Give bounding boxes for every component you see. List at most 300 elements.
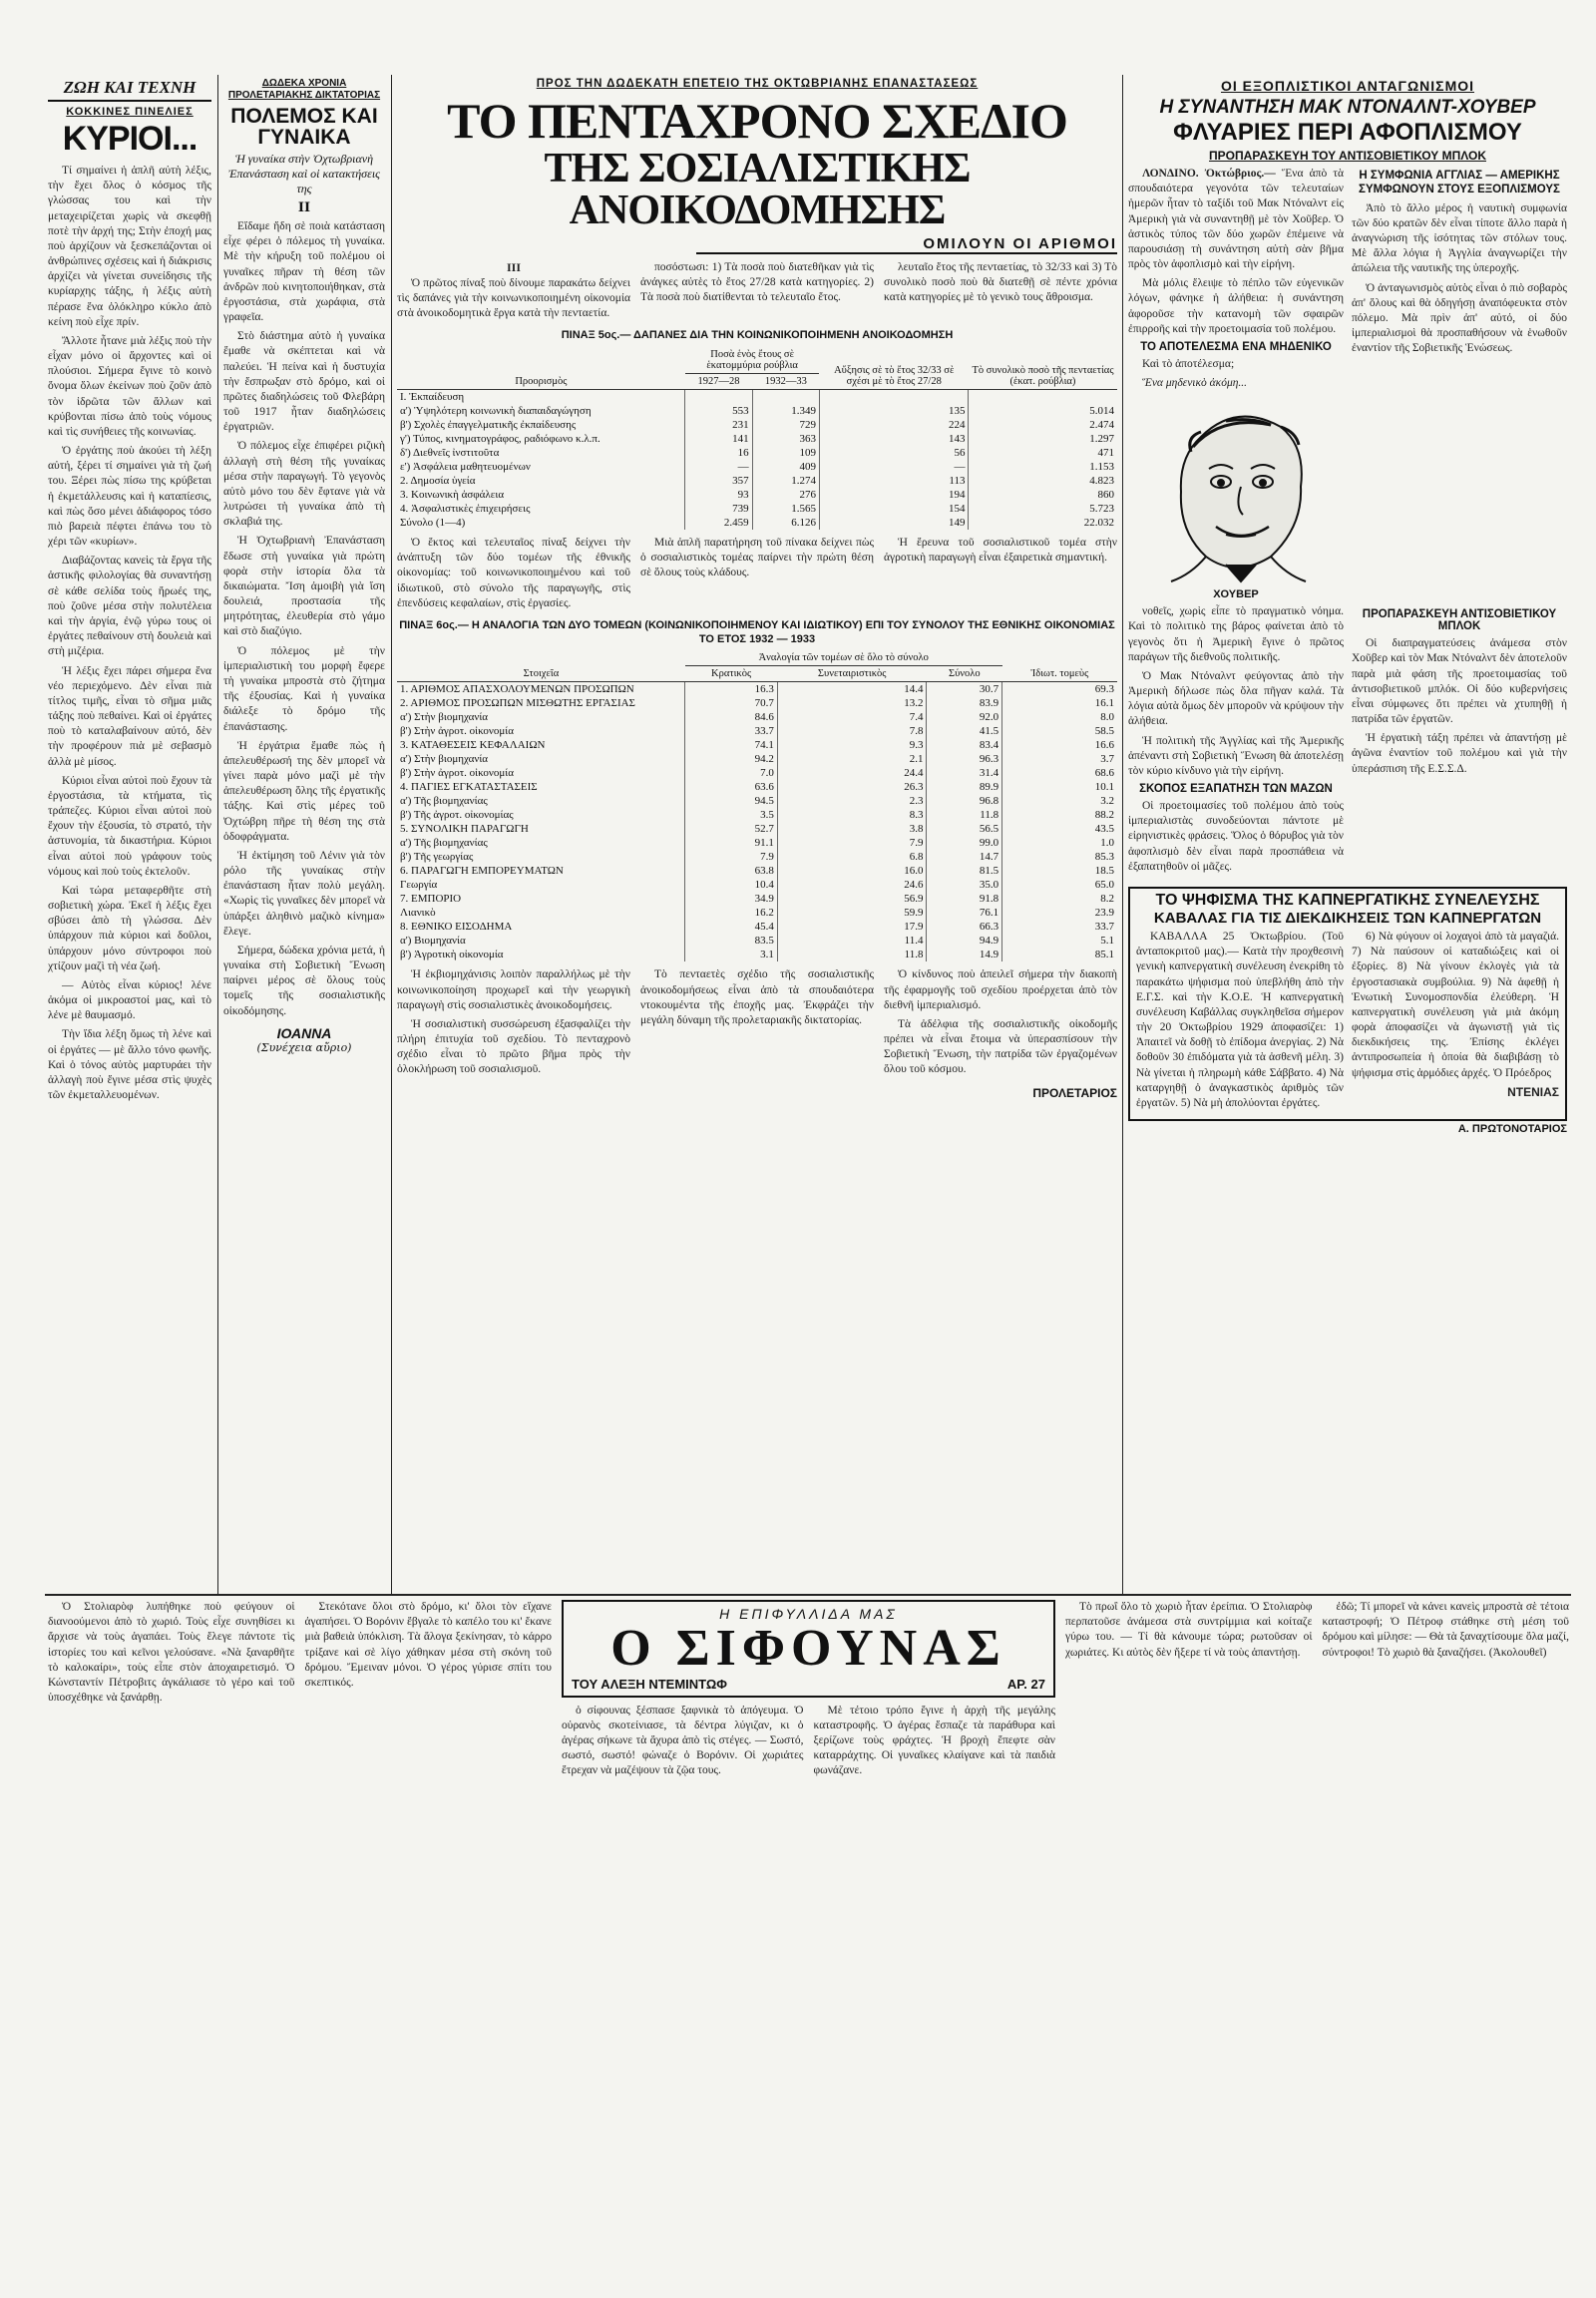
feuilleton-number: ΑΡ. 27 [1006, 1676, 1045, 1692]
feuilleton-col [814, 1704, 1056, 1783]
row-label: Σύνολο (1—4) [400, 517, 466, 530]
row-label: 3. ΚΑΤΑΘΕΣΕΙΣ ΚΕΦΑΛΑΙΩΝ [400, 739, 546, 752]
paragraph: Οἱ διαπραγματεύσεις ἀνάμεσα στὸν Χοῦβερ καὶ τὸν Μακ Ντόναλντ δὲν ἀποτελοῦν παρὰ μιὰ φάση τῆς προετοιμασίας τοῦ ἀντισοβιετικοῦ μπλόκ. Οἱ δύο κυβερνήσεις εἶναι σύμφωνες ὅτι πρέπει νὰ χτυπηθῇ ἡ πατρίδα τῶν ἐργατῶν. [1352, 637, 1567, 726]
table-cell: 31.4 [927, 766, 1002, 780]
table-row [397, 404, 1117, 418]
table-cell: 7.0 [685, 766, 778, 780]
feuilleton-byline [572, 1677, 1045, 1692]
table-cell: 113 [819, 474, 969, 488]
signature: ΙΟΑΝΝΑ [276, 1024, 332, 1041]
text-col [640, 536, 874, 615]
row-label: 4. Ἀσφαλιστικὲς ἐπιχειρήσεις [400, 503, 531, 516]
disarmament-article [1128, 78, 1567, 1589]
text-block [1128, 167, 1344, 337]
table-cell: 3.1 [685, 948, 778, 961]
table-cell: 16.1 [1002, 696, 1117, 710]
paragraph: Ὁ ἐργάτης ποὺ ἀκούει τὴ λέξη αὐτή, ξέρει τί σημαίνει γιὰ τὴ ζωή του. Ξέρει πὼς πίσω της κρύβεται ἡ ἐκμετάλλευσις καὶ ἡ καταπίεσις, καὶ πὼς ὅσο μένει ἀδιάφορος τόσο πιὸ βαρειὰ πέφτει ἐπάνω του τὸ χέρι τῶν «κυρίων». [48, 445, 211, 549]
table-cell: 16.3 [685, 682, 778, 697]
paragraph: Διαβάζοντας κανεὶς τὰ ἔργα τῆς ἀστικῆς φιλολογίας θὰ συναντήσῃ σὲ κάθε σελίδα τοὺς ἥρωές της, ποὺ ζοῦνε μέσα στὴν πολυτέλεια καὶ τὴν ἀργία, ἐνῷ γύρω τους οἱ ἐργάτες πεθαίνουν στὴ δουλειὰ καὶ στὴ μιζέρια. [48, 555, 211, 658]
table-row [397, 920, 1117, 934]
table-cell: 92.0 [927, 710, 1002, 724]
subheading: Η ΣΥΜΦΩΝΙΑ ΑΓΓΛΙΑΣ — ΑΜΕΡΙΚΗΣ ΣΥΜΦΩΝΟΥΝ ΣΤΟΥΣ ΕΞΟΠΛΙΣΜΟΥΣ [1359, 170, 1560, 196]
box-signature: ΝΤΕΝΙΑΣ [1507, 1084, 1559, 1099]
column-header: 1932—33 [752, 374, 819, 390]
caricature-icon [1128, 397, 1344, 586]
table-cell: 96.8 [927, 794, 1002, 808]
mid-columns [397, 536, 1117, 615]
paragraph: Ἡ λέξις ἔχει πάρει σήμερα ἕνα νέο περιεχόμενο. Δὲν εἶναι πιὰ τίτλος τιμῆς, εἶναι τὸ σῆμα μιᾶς τάξης ποὺ πεθαίνει. Καὶ οἱ ἐργάτες ποὺ τὸ καταλαβαίνουν αὐτό, δὲν τὴν προφέρουν πιὰ μὲ σεβασμὸ ἀλλὰ μὲ μίσος. [48, 664, 211, 768]
table-row [397, 766, 1117, 780]
box-title-2: ΚΑΒΑΛΑΣ ΓΙΑ ΤΙΣ ΔΙΕΚΔΙΚΗΣΕΙΣ ΤΩΝ ΚΑΠΝΕΡΓΑΤΩΝ [1153, 909, 1542, 927]
headline-3: ΠΡΟΠΑΡΑΣΚΕΥΗ ΤΟΥ ΑΝΤΙΣΟΒΙΕΤΙΚΟΥ ΜΠΛΟΚ [1209, 149, 1486, 163]
table-cell: 52.7 [685, 822, 778, 836]
row-label: 2. ΑΡΙΘΜΟΣ ΠΡΟΣΩΠΩΝ ΜΙΣΘΩΤΗΣ ΕΡΓΑΣΙΑΣ [400, 697, 635, 710]
table-cell: 16.2 [685, 906, 778, 920]
paragraph: λευταῖο ἔτος τῆς πενταετίας, τὸ 32/33 καὶ 3) Τὸ συνολικὸ ποσὸ ποὺ θὰ διατεθῇ σὲ πέντε χρόνια κατὰ κατηγορίες μὲ τὸ γενικὸ τους ἄθροισμα. [884, 261, 1117, 304]
column-header: Συνεταιριστικὸς [777, 666, 927, 682]
table-cell: 2.459 [685, 516, 752, 530]
table-cell: 91.8 [927, 892, 1002, 906]
table-cell: 18.5 [1002, 864, 1117, 878]
table-row [397, 836, 1117, 850]
paragraph: ποσόστωσι: 1) Τὰ ποσὰ ποὺ διατεθῆκαν γιὰ τὶς ἀνάγκες αὐτὲς τὸ ἔτος 27/28 κατὰ κατηγορίες. 2) Τὰ ποσὰ ποὺ διατίθενται τὸ τελευταῖο ἔτος. [640, 261, 874, 304]
paragraph: ΚΑΒΑΛΛΑ 25 Ὀκτωβρίου. (Τοῦ ἀνταποκριτοῦ μας).— Κατὰ τὴν προχθεσινὴ γενικὴ καπνεργατικὴ συνέλευση ἐνεκρίθη τὸ παρακάτω ψήφισμα ποὺ ὑπεβλήθη ἀπὸ τὴν Ε.Γ.Σ. καὶ τὴν Κ.Ο.Ε. Ἡ καπνεργατικὴ συνέλευση Καβάλλας συγκληθεῖσα σήμερον τὴν 20 Ὀκτωβρίου 1929 ἀποφασίζει: 1) Ἀπαιτεῖ νὰ δοθῇ τὸ ἐπίδομα ἀνεργίας. 2) Νὰ δοθοῦν 30 ἐπιδόματα γιὰ τὰ ἀσθενῆ μέλη. 3) Νὰ γίνεται ἡ πληρωμὴ κάθε Σάββατο. 4) Νὰ καταργηθῇ ὁ ἀναγκαστικὸς ἀριθμὸς τῶν ἐργατῶν. 5) Νὰ μὴ ἀπολύονται ἐργάτες. [1136, 930, 1344, 1109]
column-rule [391, 75, 392, 1596]
paragraph: Ἕνα μηδενικὸ ἀκόμη... [1142, 377, 1248, 390]
table-cell: 43.5 [1002, 822, 1117, 836]
table-cell: 149 [819, 516, 969, 530]
table-cell: 83.9 [927, 696, 1002, 710]
row-label: 3. Κοινωνικὴ ἀσφάλεια [400, 489, 505, 502]
table-cell: 231 [685, 418, 752, 432]
table-cell: 23.9 [1002, 906, 1117, 920]
paragraph: Μὰ μόλις ἔλειψε τὸ πέπλο τῶν εὐγενικῶν λόγων, φάνηκε ἡ ἀλήθεια: ἡ συνάντηση ἀφοροῦσε τὴν κατανομὴ τῶν σφαιρῶν ἐπιρροῆς καὶ τὴν προετοιμασία τοῦ πολέμου. [1128, 277, 1344, 335]
table-cell: 729 [752, 418, 819, 432]
table-cell: 141 [685, 432, 752, 446]
section-header: ΖΩΗ ΚΑΙ ΤΕΧΝΗ [48, 78, 211, 102]
column-group-header: Ἀναλογία τῶν τομέων σὲ ὅλο τὸ σύνολο [685, 650, 1002, 666]
table-cell: 10.1 [1002, 780, 1117, 794]
column-header: Προορισμὸς [397, 347, 685, 390]
table-cell: 5.014 [969, 404, 1117, 418]
table-cell: 1.349 [752, 404, 819, 418]
dateline-text: ΛΟΝΔΙΝΟ. Ὀκτώβριος.— [1142, 168, 1276, 180]
paragraph: Στὸ διάστημα αὐτὸ ἡ γυναίκα ἔμαθε νὰ σκέπτεται καὶ νὰ παλεύει. Ἡ πείνα καὶ ἡ δυστυχία τὴν ἔσπρωξαν στὸ δρόμο, καὶ οἱ πρῶτες διαδηλώσεις τοῦ Φλεβάρη τοῦ 1917 ἦταν διαδηλώσεις ἐργατριῶν. [223, 330, 385, 434]
intro-col [884, 260, 1117, 325]
paragraph: ὁ σίφουνας ξέσπασε ξαφνικὰ τὸ ἀπόγευμα. Ὁ οὐρανὸς σκοτείνιασε, τὰ δέντρα λύγιζαν, κι ὁ ἀγέρας σήκωνε τὰ ἄχυρα ἀπὸ τὶς στέγες. — Σωστό, σωστό, σωστό! φώναζε ὁ Βορόνιν. Οἱ χωριάτες ἔτρεχαν νὰ μαζέψουν τὰ ζῷα τους. [562, 1704, 804, 1777]
table-row [397, 864, 1117, 878]
table-cell: 59.9 [777, 906, 927, 920]
row-label: α') Τῆς βιομηχανίας [400, 795, 488, 808]
paragraph: Τὰ ἀδέλφια τῆς σοσιαλιστικῆς οἰκοδομῆς πρέπει νὰ εἶναι ἕτοιμα νὰ ὑπερασπίσουν τὴν Σοβιετικὴ Ἕνωση, τὴν πατρίδα τῶν ἐργαζομένων ὅλου τοῦ κόσμου. [884, 1017, 1117, 1076]
table-cell [969, 390, 1117, 405]
row-label: 8. ΕΘΝΙΚΟ ΕΙΣΟΔΗΜΑ [400, 921, 513, 934]
paragraph: ἐδῶ; Τί μπορεῖ νὰ κάνει κανεὶς μπροστὰ σὲ τέτοια καταστροφή; Ὁ Πέτροφ στάθηκε στὴ μέση τοῦ δρόμου καὶ μίλησε: — Θὰ τὰ ξαναχτίσουμε ὅλα μαζί, σύντροφοι! Τὸ χωριὸ θὰ ξαναζήσει. (Ἀκολουθεῖ) [1322, 1601, 1569, 1659]
row-label: α') Βιομηχανία [400, 935, 466, 948]
table-cell: 14.9 [927, 948, 1002, 961]
column-header: Αὔξησις σὲ τὸ ἔτος 32/33 σὲ σχέσι μὲ τὸ ἔτος 27/28 [819, 347, 969, 390]
intro-col [397, 260, 630, 325]
table-cell: 143 [819, 432, 969, 446]
feuilleton-col [305, 1600, 553, 2288]
table-cell: 14.4 [777, 682, 927, 697]
table-row [397, 502, 1117, 516]
table-cell: 9.3 [777, 738, 927, 752]
table-cell: 56.9 [777, 892, 927, 906]
feuilleton-col [562, 1704, 804, 1783]
table-cell: 94.2 [685, 752, 778, 766]
column-header: Σύνολο [927, 666, 1002, 682]
table-cell: 224 [819, 418, 969, 432]
paragraph: — Αὐτὸς εἶναι κύριος! λένε ἀκόμα οἱ μικροαστοί μας, καὶ τὸ λένε μὲ θαυμασμό. [48, 978, 211, 1022]
paragraph: Ἄλλοτε ἦτανε μιὰ λέξις ποὺ τὴν εἶχαν μόνο οἱ ἄρχοντες καὶ οἱ πλούσιοι. Σήμερα ἔγινε τὸ κοινὸ ὄνομα ὅλων ἐκείνων ποὺ ζοῦν ἀπὸ τὸν ἱδρῶτα τῶν ἄλλων καὶ κρύβονται πίσω ἀπὸ τοὺς νόμους καὶ τὶς συνήθειες τῆς κοινωνίας. [48, 334, 211, 438]
table-cell: 8.3 [777, 808, 927, 822]
feuilleton-col [1323, 1600, 1570, 2288]
table-cell: 7.9 [777, 836, 927, 850]
table-cell: 6.126 [752, 516, 819, 530]
row-label: Λιανικὸ [400, 907, 436, 920]
table-row [397, 892, 1117, 906]
table-cell: 3.7 [1002, 752, 1117, 766]
table-row [397, 516, 1117, 530]
table-row [397, 446, 1117, 460]
table-row [397, 738, 1117, 752]
row-label: α') Στὴν βιομηχανία [400, 711, 489, 724]
table-row [397, 696, 1117, 710]
text-block [1128, 604, 1344, 779]
table-cell: 56 [819, 446, 969, 460]
table-cell: 363 [752, 432, 819, 446]
row-label: Ι. Ἐκπαίδευση [400, 391, 465, 404]
paragraph: Ὁ ἕκτος καὶ τελευταῖος πίναξ δείχνει τὴν ἀνάπτυξη τῶν δύο τομέων τῆς ἐθνικῆς οἰκονομίας: τοῦ κοινωνικοποιημένου καὶ τοῦ ἰδιωτικοῦ, στὸ σύνολο τῆς παραγωγῆς, στὶς ἐπενδύσεις κεφαλαίων, στὶς ἐργασίες. [397, 537, 630, 609]
table-row [397, 710, 1117, 724]
table-cell [752, 390, 819, 405]
table-cell: 88.2 [1002, 808, 1117, 822]
paragraph: Ὁ πόλεμος μὲ τὴν ἱμπεριαλιστικὴ του μορφὴ ἔφερε τὴ γυναίκα μπροστὰ στὸ ζήτημα τῆς ἐξουσίας. Καὶ ἡ γυναίκα διάλεξε τὸ δρόμο τῆς ἐπανάστασης. [223, 644, 385, 733]
paragraph: 6) Νὰ φύγουν οἱ λοχαγοὶ ἀπὸ τὰ μαγαζιά. 7) Νὰ παύσουν οἱ καταδιώξεις καὶ οἱ ἐξορίες. 8) Νὰ γίνουν ἐκλογὲς γιὰ τὰ ἐργοστασιακὰ συμβούλια. 9) Νὰ ἀφεθῇ ἡ Ἑνωτικὴ Συνομοσπονδία ἐλεύθερη. Ἡ καπνεργατικὴ συνέλευση γιὰ μιὰ ἀκόμη φορὰ ἀποφασίζει νὰ ἀγωνιστῇ γιὰ τὶς διεκδικήσεις της. Ἐπίσης ἐκλέγει ἀντιπροσωπεία ἡ ὁποία θὰ διαβιβάσῃ τὸ ψήφισμα στὶς ἁρμόδιες ἀρχές. Ὁ Πρόεδρος [1352, 930, 1559, 1079]
table-row [397, 906, 1117, 920]
five-year-plan-article [397, 78, 1117, 1589]
table-row [397, 934, 1117, 948]
table-cell: 34.9 [685, 892, 778, 906]
paragraph: Μὲ τέτοιο τρόπο ἔγινε ἡ ἀρχὴ τῆς μεγάλης καταστροφῆς. Ὁ ἀγέρας ἔσπαζε τὰ παράθυρα καὶ ξερίζωνε τοὺς φράχτες. Ἡ βροχὴ ἔπεφτε σὰν καταρράχτης. Οἱ γυναῖκες κλαίγανε καὶ τὰ παιδιὰ φωνάζανε. [813, 1704, 1055, 1777]
row-label: 4. ΠΑΓΙΕΣ ΕΓΚΑΤΑΣΤΑΣΕΙΣ [400, 781, 538, 794]
column-header: Ἰδιωτ. τομεὺς [1002, 650, 1117, 682]
paragraph: Μιὰ ἁπλῆ παρατήρηση τοῦ πίνακα δείχνει πὼς ὁ σοσιαλιστικὸς τομέας παίρνει τὴν πρώτη θέση σὲ ὅλους τοὺς κλάδους. [640, 537, 874, 579]
table-cell: 74.1 [685, 738, 778, 752]
caricature-caption: ΧΟΥΒΕΡ [1213, 588, 1259, 601]
table-cell [685, 390, 752, 405]
paragraph: Εἴδαμε ἤδη σὲ ποιὰ κατάσταση εἶχε φέρει ὁ πόλεμος τὴ γυναίκα. Μὲ τὴν κήρυξη τοῦ πολέμου οἱ γυναῖκες πῆραν τὴ θέση τῶν ἀνδρῶν ποὺ κινητοποιήθηκαν, στὰ ἐργοστάσια, στὰ χωράφια, στὰ γραφεῖα. [223, 220, 385, 324]
table-cell: 68.6 [1002, 766, 1117, 780]
table-title: ΠΙΝΑΞ 6ος.— Η ΑΝΑΛΟΓΙΑ ΤΩΝ ΔΥΟ ΤΟΜΕΩΝ (ΚΟΙΝΩΝΙΚΟΠΟΙΗΜΕΝΟΥ ΚΑΙ ΙΔΙΩΤΙΚΟΥ) ΕΠΙ ΤΟΥ ΣΥΝΟΛΟΥ ΤΗΣ ΕΘΝΙΚΗΣ ΟΙΚΟΝΟΜΙΑΣ ΤΟ ΕΤΟΣ 1932 — 1933 [399, 618, 1115, 645]
table-cell: 7.8 [777, 724, 927, 738]
table-cell: 471 [969, 446, 1117, 460]
table-cell: 85.3 [1002, 850, 1117, 864]
feuilleton-under-title [562, 1704, 1055, 1783]
paragraph: Ἡ ἐκβιομηχάνισις λοιπὸν παραλλήλως μὲ τὴν κοινωνικοποίηση προχωρεῖ καὶ τὴν γεωργικὴ παραγωγὴ στὶς σοσιαλιστικὲς ἀνοικοδομήσεις. [397, 968, 630, 1011]
table-cell: 66.3 [927, 920, 1002, 934]
feuilleton-title-box [562, 1600, 1055, 1698]
paragraph: Ἡ ἔρευνα τοῦ σοσιαλιστικοῦ τομέα στὴν ἀγροτικὴ παραγωγὴ εἶναι ἐξαιρετικὰ σημαντική. [884, 537, 1117, 565]
paragraph: Ἡ ἐργατικὴ τάξη πρέπει νὰ ἀπαντήσῃ μὲ ἀγῶνα ἐναντίον τοῦ πολέμου καὶ γιὰ τὴν ὑπεράσπιση τῆς Ε.Σ.Σ.Δ. [1352, 732, 1567, 775]
table-cell: 26.3 [777, 780, 927, 794]
text-col [884, 536, 1117, 615]
box-columns [1136, 930, 1559, 1115]
right-columns [1128, 167, 1567, 600]
table-cell: 84.6 [685, 710, 778, 724]
table-cell: 16.6 [1002, 738, 1117, 752]
headline-1: Η ΣΥΝΑΝΤΗΣΗ ΜΑΚ ΝΤΟΝΑΛΝΤ-ΧΟΥΒΕΡ [1159, 97, 1536, 118]
table-cell: 276 [752, 488, 819, 502]
paragraph: Ἀπὸ τὸ ἄλλο μέρος ἡ ναυτικὴ συμφωνία τῶν δύο κρατῶν δὲν εἶναι τίποτε ἄλλο παρὰ ἡ ἀναγνώριση τῆς ἰσότητας τῶν στόλων τους. Μὲ ἄλλα λόγια ἡ Ἀγγλία ἀναγνωρίζει τὴν ἀπώλεια τῆς ναυτικῆς της ὑπεροχῆς. [1352, 201, 1567, 275]
paragraph: νοθεῖς, χωρὶς εἶπε τὸ πραγματικὸ νόημα. Καὶ τὸ πολιτικὸ της βάρος φαίνεται ἀπὸ τὸ γεγονὸς ὅτι ἡ Ἀμερικὴ ἔγινε ὁ πρῶτος παράγων τῆς διεθνοῦς πολιτικῆς. [1128, 605, 1344, 663]
row-label: 6. ΠΑΡΑΓΩΓΗ ΕΜΠΟΡΕΥΜΑΤΩΝ [400, 865, 564, 878]
paragraph: Ἡ πολιτικὴ τῆς Ἀγγλίας καὶ τῆς Ἀμερικῆς ἀπέναντι στὴ Σοβιετικὴ Ἕνωση θὰ ἀποτελέσῃ τὸν κύριο κίνδυνο γιὰ τὴν εἰρήνη. [1128, 734, 1344, 777]
paragraph: Ὁ πόλεμος εἶχε ἐπιφέρει ριζικὴ ἀλλαγὴ στὴ θέση τῆς γυναίκας μέσα στὴν παραγωγή. Τὸ γεγονὸς αὐτὸ μόνο του δὲν ἔφτανε γιὰ νὰ λυτρώσει τὴ γυναίκα ἀπὸ τὴ σκλαβιά της. [223, 440, 385, 529]
article-title: ΠΟΛΕΜΟΣ ΚΑΙ ΓΥΝΑΙΚΑ [230, 105, 378, 149]
column-header: Στοιχεῖα [397, 650, 685, 682]
paragraph: Ἡ σοσιαλιστικὴ συσσώρευση ἐξασφαλίζει τὴν πλήρη ἐπιτυχία τοῦ σχεδίου. Τὸ πενταχρονὸ σχέδιο εἶναι τὸ πρῶτο βῆμα πρὸς τὴν ὁλοκλήρωση τοῦ σοσιαλισμοῦ. [397, 1017, 630, 1076]
left-column [48, 78, 211, 1589]
table-cell: 5.723 [969, 502, 1117, 516]
table-cell: 11.8 [777, 948, 927, 961]
column-rule [1122, 75, 1123, 1596]
table-row [397, 948, 1117, 961]
table-cell: 58.5 [1002, 724, 1117, 738]
article-title: ΚΥΡΙΟΙ... [62, 120, 198, 158]
table-cell: 30.7 [927, 682, 1002, 697]
table-row [397, 474, 1117, 488]
table-cell: 553 [685, 404, 752, 418]
table-cell: 76.1 [927, 906, 1002, 920]
row-label: 2. Δημοσία ὑγεία [400, 475, 476, 488]
table-cell: 81.5 [927, 864, 1002, 878]
paragraph: Ὁ Μακ Ντόναλντ φεύγοντας ἀπὸ τὴν Ἀμερικὴ δήλωσε πὼς ὅλα πῆγαν καλά. Τὰ λόγια αὐτὰ ὅμως δὲν μποροῦν νὰ κρύψουν τὴν ἀλήθεια. [1128, 669, 1344, 728]
sector-ratio-table [397, 650, 1117, 961]
headline-2: ΦΛΥΑΡΙΕΣ ΠΕΡΙ ΑΦΟΠΛΙΣΜΟΥ [1173, 119, 1522, 146]
table-cell: 89.9 [927, 780, 1002, 794]
text-block [1352, 201, 1567, 357]
box-title-1: ΤΟ ΨΗΦΙΣΜΑ ΤΗΣ ΚΑΠΝΕΡΓΑΤΙΚΗΣ ΣΥΝΕΛΕΥΣΗΣ [1155, 891, 1540, 909]
right-columns-lower [1128, 604, 1567, 879]
table-cell: 194 [819, 488, 969, 502]
paragraph: Οἱ προετοιμασίες τοῦ πολέμου ἀπὸ τοὺς ἱμπεριαλιστὰς συνοδεύονται πάντοτε μὲ εἰρηνιστικὲς φράσεις. Ὅλος ὁ θόρυβος γιὰ τὸν ἀφοπλισμὸ δὲν εἶναι παρὰ προσπάθεια νὰ ἐξαπατηθοῦν οἱ μᾶζες. [1128, 800, 1344, 873]
table-cell: 3.2 [1002, 794, 1117, 808]
tobacco-resolution-box [1128, 887, 1567, 1121]
row-label: 5. ΣΥΝΟΛΙΚΗ ΠΑΡΑΓΩΓΗ [400, 823, 529, 836]
table-cell: 2.3 [777, 794, 927, 808]
table-cell: 22.032 [969, 516, 1117, 530]
table-cell: 8.2 [1002, 892, 1117, 906]
table-cell: 33.7 [685, 724, 778, 738]
table-cell: — [819, 460, 969, 474]
row-label: α') Στὴν βιομηχανία [400, 753, 489, 766]
table-cell: 3.8 [777, 822, 927, 836]
text-block [1352, 636, 1567, 777]
headline-line-1: ΤΟ ΠΕΝΤΑΧΡΟΝΟ ΣΧΕΔΙΟ [447, 93, 1067, 149]
row-label: α') Τῆς βιομηχανίας [400, 837, 488, 850]
table-cell: 409 [752, 460, 819, 474]
table-cell: 3.5 [685, 808, 778, 822]
text-block [1128, 799, 1344, 875]
column-header: Κρατικὸς [685, 666, 778, 682]
right-col-c [1128, 604, 1344, 879]
column-group-header: Ποσὰ ἑνὸς ἔτους σὲ ἑκατομμύρια ρούβλια [685, 347, 820, 374]
row-label: α') Ὑψηλότερη κοινωνικὴ διαπαιδαγώγηση [400, 405, 592, 418]
table-cell: 860 [969, 488, 1117, 502]
paragraph: Στεκότανε ὅλοι στὸ δρόμο, κι' ὅλοι τὸν εἴχανε ἀγαπήσει. Ὁ Βορόνιν ἔβγαλε τὸ καπέλο του κι' ἔκανε μιὰ βαθειὰ ὑπόκλιση. Τὰ ἄλογα ξεκίνησαν, τὸ κάρρο τρίξανε καὶ σὲ λίγο χάθηκαν μέσα στὴ σκόνη τοῦ δρόμου. Ἔμειναν μόνοι. Ὁ γέρος γύρισε σπίτι του σκεπτικός. [304, 1601, 552, 1689]
article-kicker: ΚΟΚΚΙΝΕΣ ΠΙΝΕΛΙΕΣ [66, 106, 194, 118]
paragraph: Τὸ πρωΐ ὅλο τὸ χωριὸ ἦταν ἐρείπια. Ὁ Στολιαρὸφ περπατοῦσε ἀνάμεσα στὰ συντρίμμια καὶ κοίταζε γύρω του. — Τί θὰ κάνουμε τώρα; ρωτοῦσαν οἱ χωριάτες. Κι αὐτὸς δὲν ἤξερε τί νὰ τοὺς ἀπαντήσῃ. [1065, 1601, 1313, 1659]
row-label: ε') Ἀσφάλεια μαθητευομένων [400, 461, 531, 474]
article-subtitle: ΟΜΙΛΟΥΝ ΟΙ ΑΡΙΘΜΟΙ [696, 235, 1117, 254]
table-row [397, 822, 1117, 836]
row-label: β') Τῆς γεωργίας [400, 851, 474, 864]
table-cell: 35.0 [927, 878, 1002, 892]
feuilleton-col [48, 1600, 295, 2288]
table-cell: 56.5 [927, 822, 1002, 836]
paragraph: Τί σημαίνει ἡ ἁπλῆ αὐτὴ λέξις, τὴν ἔχει ὅλος ὁ κόσμος τῆς γλώσσας του καὶ τὴν μεταχειρίζεται χωρὶς νὰ σκεφθῇ ποτὲ τὴν ἀρχή της; Στὴν ἐποχή μας ποὺ ἀρχίζουν νὰ ξεσκεπάζονται οἱ ἀνθρώπινες σχέσεις καὶ ἡ διάκρισις ἀρχίζει νὰ γίνεται συνείδησις τῆς κυρίαρχης τάξης, ἡ λέξις αὐτὴ πέρασε ἕνα ὁλόκληρο κύκλο ἀπὸ κείνη ποὺ εἶχε πρίν. [48, 165, 211, 328]
row-label: 1. ΑΡΙΘΜΟΣ ΑΠΑΣΧΟΛΟΥΜΕΝΩΝ ΠΡΟΣΩΠΩΝ [400, 683, 634, 696]
table-cell: 8.0 [1002, 710, 1117, 724]
table-cell: 2.1 [777, 752, 927, 766]
table-cell: 4.823 [969, 474, 1117, 488]
article-body [223, 219, 385, 1019]
headline-line-2: ΤΗΣ ΣΟΣΙΑΛΙΣΤΙΚΗΣ ΑΝΟΙΚΟΔΟΜΗΣΗΣ [544, 146, 971, 233]
paragraph-text: Ἕνα ἀπὸ τὰ σπουδαιότερα γεγονότα τῶν τελευταίων ἡμερῶν ἦταν τὸ ταξίδι τοῦ Μακ Ντόναλντ εἰς Ἀμερικὴ γιὰ νὰ συναντηθῇ μὲ τὸν Χοῦβερ. Ὁ ἀστικὸς τύπος τῶν δύο χωρῶν ἐπέμεινε νὰ παρουσιάσῃ τὴ συνάντηση αὐτὴ σὰν βῆμα πρὸς τὸν ἀφοπλισμὸ καὶ τὴν εἰρήνη. [1128, 168, 1345, 271]
paragraph: Τὴν ἴδια λέξη ὅμως τὴ λένε καὶ οἱ ἐργάτες — μὲ ἄλλο τόνο φωνῆς. Καὶ ὁ τόνος αὐτὸς μαρτυράει τὴν ἀλλαγὴ ποὺ ἔγινε μέσα στὶς ψυχὲς τῶν ἐκμεταλλευομένων. [48, 1028, 211, 1102]
table-cell: 1.274 [752, 474, 819, 488]
table-cell: 13.2 [777, 696, 927, 710]
table-row [397, 682, 1117, 697]
author-signature: Α. ΠΡΩΤΟΝΟΤΑΡΙΟΣ [1457, 1123, 1567, 1136]
table-cell: 6.8 [777, 850, 927, 864]
paragraph: Σήμερα, δώδεκα χρόνια μετά, ἡ γυναίκα στὴ Σοβιετικὴ Ἕνωση παίρνει μέρος σὲ ὅλους τοὺς τομεῖς τῆς σοσιαλιστικῆς οἰκοδόμησης. [223, 944, 385, 1017]
table-cell: 63.6 [685, 780, 778, 794]
table-cell: 11.4 [777, 934, 927, 948]
table-cell: 85.1 [1002, 948, 1117, 961]
table-cell: 16.0 [777, 864, 927, 878]
table-cell: 109 [752, 446, 819, 460]
table-cell: 83.4 [927, 738, 1002, 752]
paragraph: Ὁ ἀνταγωνισμὸς αὐτὸς εἶναι ὁ πιὸ σοβαρὸς ἀπ' ὅλους καὶ θὰ ὁδηγήσῃ ἀναπόφευκτα στὸν πόλεμο. Μὰ πρὶν ἀπ' αὐτό, οἱ δύο ἱμπεριαλισμοὶ θὰ προσπαθήσουν νὰ ἑνωθοῦν ἐναντίον τῆς Σοβιετικῆς Ἑνώσεως. [1352, 281, 1567, 355]
paragraph: Ὁ πρῶτος πίναξ ποὺ δίνουμε παρακάτω δείχνει τὶς δαπάνες γιὰ τὴν κοινωνικοποιημένη οἰκονομία στὰ ἀνοικοδομητικὰ ἔργα κατὰ τὴν πενταετία. [397, 276, 630, 320]
column-rule [217, 75, 218, 1596]
row-label: γ') Τύπος, κινηματογράφος, ραδιόφωνο κ.λ.π. [400, 433, 600, 446]
row-label: β') Στὴν ἀγροτ. οἰκονομία [400, 725, 514, 738]
text-col [1136, 930, 1344, 1115]
subheading: ΠΡΟΠΑΡΑΣΚΕΥΗ ΑΝΤΙΣΟΒΙΕΤΙΚΟΥ ΜΠΛΟΚ [1362, 608, 1557, 633]
right-col-a [1128, 167, 1344, 600]
table-cell: 63.8 [685, 864, 778, 878]
table-cell: 83.5 [685, 934, 778, 948]
women-column [223, 78, 385, 1589]
paragraph: Τὸ πενταετὲς σχέδιο τῆς σοσιαλιστικῆς ἀνοικοδομήσεως εἶναι ἀπὸ τὰ σπουδαιότερα ντοκουμέντα τῆς ἐποχῆς μας. Ἐκφράζει τὴν μεγάλη δύναμη τῆς προλεταριακῆς δικτατορίας. [640, 968, 874, 1026]
table-cell: 154 [819, 502, 969, 516]
table-row [397, 808, 1117, 822]
bottom-columns [397, 967, 1117, 1081]
row-label: Γεωργία [400, 879, 438, 892]
signature: ΠΡΟΛΕΤΑΡΙΟΣ [1032, 1085, 1117, 1100]
paragraph: Καὶ τὸ ἀποτέλεσμα; [1142, 357, 1235, 370]
part-number: III [506, 260, 521, 274]
subheading: ΤΟ ΑΠΟΤΕΛΕΣΜΑ ΕΝΑ ΜΗΔΕΝΙΚΟ [1140, 340, 1332, 353]
table-cell: 14.7 [927, 850, 1002, 864]
table-cell: 45.4 [685, 920, 778, 934]
text-col [1352, 930, 1559, 1115]
text-col [397, 536, 630, 615]
table-cell: 24.4 [777, 766, 927, 780]
feuilleton-columns [48, 1600, 1569, 2288]
article-body [48, 164, 211, 1103]
table-cell: 94.9 [927, 934, 1002, 948]
table-cell: 10.4 [685, 878, 778, 892]
table-row [397, 752, 1117, 766]
table-cell: 7.4 [777, 710, 927, 724]
table-cell: 1.153 [969, 460, 1117, 474]
table-row [397, 460, 1117, 474]
table-row [397, 794, 1117, 808]
table-cell: 135 [819, 404, 969, 418]
table-cell: 739 [685, 502, 752, 516]
right-col-b [1352, 167, 1567, 600]
row-label: β') Στὴν ἀγροτ. οἰκονομία [400, 767, 514, 780]
table-row [397, 850, 1117, 864]
column-header: 1927—28 [685, 374, 752, 390]
table-cell: 91.1 [685, 836, 778, 850]
dateline [1128, 167, 1344, 272]
row-label: 7. ΕΜΠΟΡΙΟ [400, 893, 462, 906]
table-row [397, 432, 1117, 446]
table-cell: 17.9 [777, 920, 927, 934]
paragraph: Ἡ ἐκτίμηση τοῦ Λένιν γιὰ τὸν ρόλο τῆς γυναίκας στὴν ἐπανάσταση ἦταν πολὺ μεγάλη. «Χωρὶς τὶς γυναῖκες δὲν μπορεῖ νὰ ὑπάρξει ἀληθινὸ μαζικὸ κίνημα» ἔλεγε. [223, 849, 385, 938]
right-col-d [1352, 604, 1567, 879]
feuilleton-center [562, 1600, 1055, 2288]
table-cell: — [685, 460, 752, 474]
table-cell: 16 [685, 446, 752, 460]
table-cell: 2.474 [969, 418, 1117, 432]
feuilleton-title: Ο ΣΙΦΟΥΝΑΣ [610, 1620, 1006, 1677]
column-header: Τὸ συνολικὸ ποσὸ τῆς πενταετίας (ἑκατ. ρούβλια) [969, 347, 1117, 390]
article-kicker: ΔΩΔΕΚΑ ΧΡΟΝΙΑ ΠΡΟΛΕΤΑΡΙΑΚΗΣ ΔΙΚΤΑΤΟΡΙΑΣ [227, 78, 381, 101]
article-kicker: ΟΙ ΕΞΟΠΛΙΣΤΙΚΟΙ ΑΝΤΑΓΩΝΙΣΜΟΙ [1220, 78, 1475, 94]
table-cell: 93 [685, 488, 752, 502]
table-row [397, 878, 1117, 892]
article-subtitle: Ἡ γυναίκα στὴν Ὀχτωβριανὴ Ἐπανάσταση καὶ οἱ κατακτήσεις της [227, 152, 381, 195]
part-number: II [297, 200, 311, 215]
table-cell: 11.8 [927, 808, 1002, 822]
expenditure-table [397, 347, 1117, 530]
paragraph: Ἡ Ὀχτωβριανὴ Ἐπανάσταση ἔδωσε στὴ γυναίκα γιὰ πρώτη φορὰ στὴν ἱστορία ὅλα τὰ δικαιώματα. Ἴση ἀμοιβὴ γιὰ ἴση δουλειά, προστασία τῆς μητρότητας, ἐλευθερία στὸ γάμο καὶ στὸ διαζύγιο. [223, 535, 385, 638]
table-cell: 1.297 [969, 432, 1117, 446]
feuilleton [48, 1600, 1569, 2288]
text-col [640, 967, 874, 1081]
table-cell: 69.3 [1002, 682, 1117, 697]
table-cell: 7.9 [685, 850, 778, 864]
table-row [397, 488, 1117, 502]
hoover-caricature [1128, 397, 1344, 586]
table-cell: 41.5 [927, 724, 1002, 738]
paragraph: Ὁ κίνδυνος ποὺ ἀπειλεῖ σήμερα τὴν διακοπὴ τῆς ἐφαρμογῆς τοῦ σχεδίου προέρχεται ἀπὸ τὸν διεθνῆ ἱμπεριαλισμό. [884, 968, 1117, 1011]
table-cell: 70.7 [685, 696, 778, 710]
table-cell: 1.565 [752, 502, 819, 516]
row-label: β') Ἀγροτικὴ οἰκονομία [400, 949, 504, 961]
table-cell: 94.5 [685, 794, 778, 808]
table-cell [819, 390, 969, 405]
paragraph: Καὶ τώρα μεταφερθῆτε στὴ σοβιετικὴ χώρα. Ἐκεῖ ἡ λέξις ἔχει σβύσει ἀπὸ τὴ γλώσσα. Δὲν ὑπάρχουν πιὰ κύριοι καὶ δοῦλοι, ὑπάρχουν μόνο σύντροφοι ποὺ χτίζουν μαζὶ τὴ νέα ζωή. [48, 884, 211, 972]
row-label: β') Σχολὲς ἐπαγγελματικῆς ἐκπαίδευσης [400, 419, 577, 432]
